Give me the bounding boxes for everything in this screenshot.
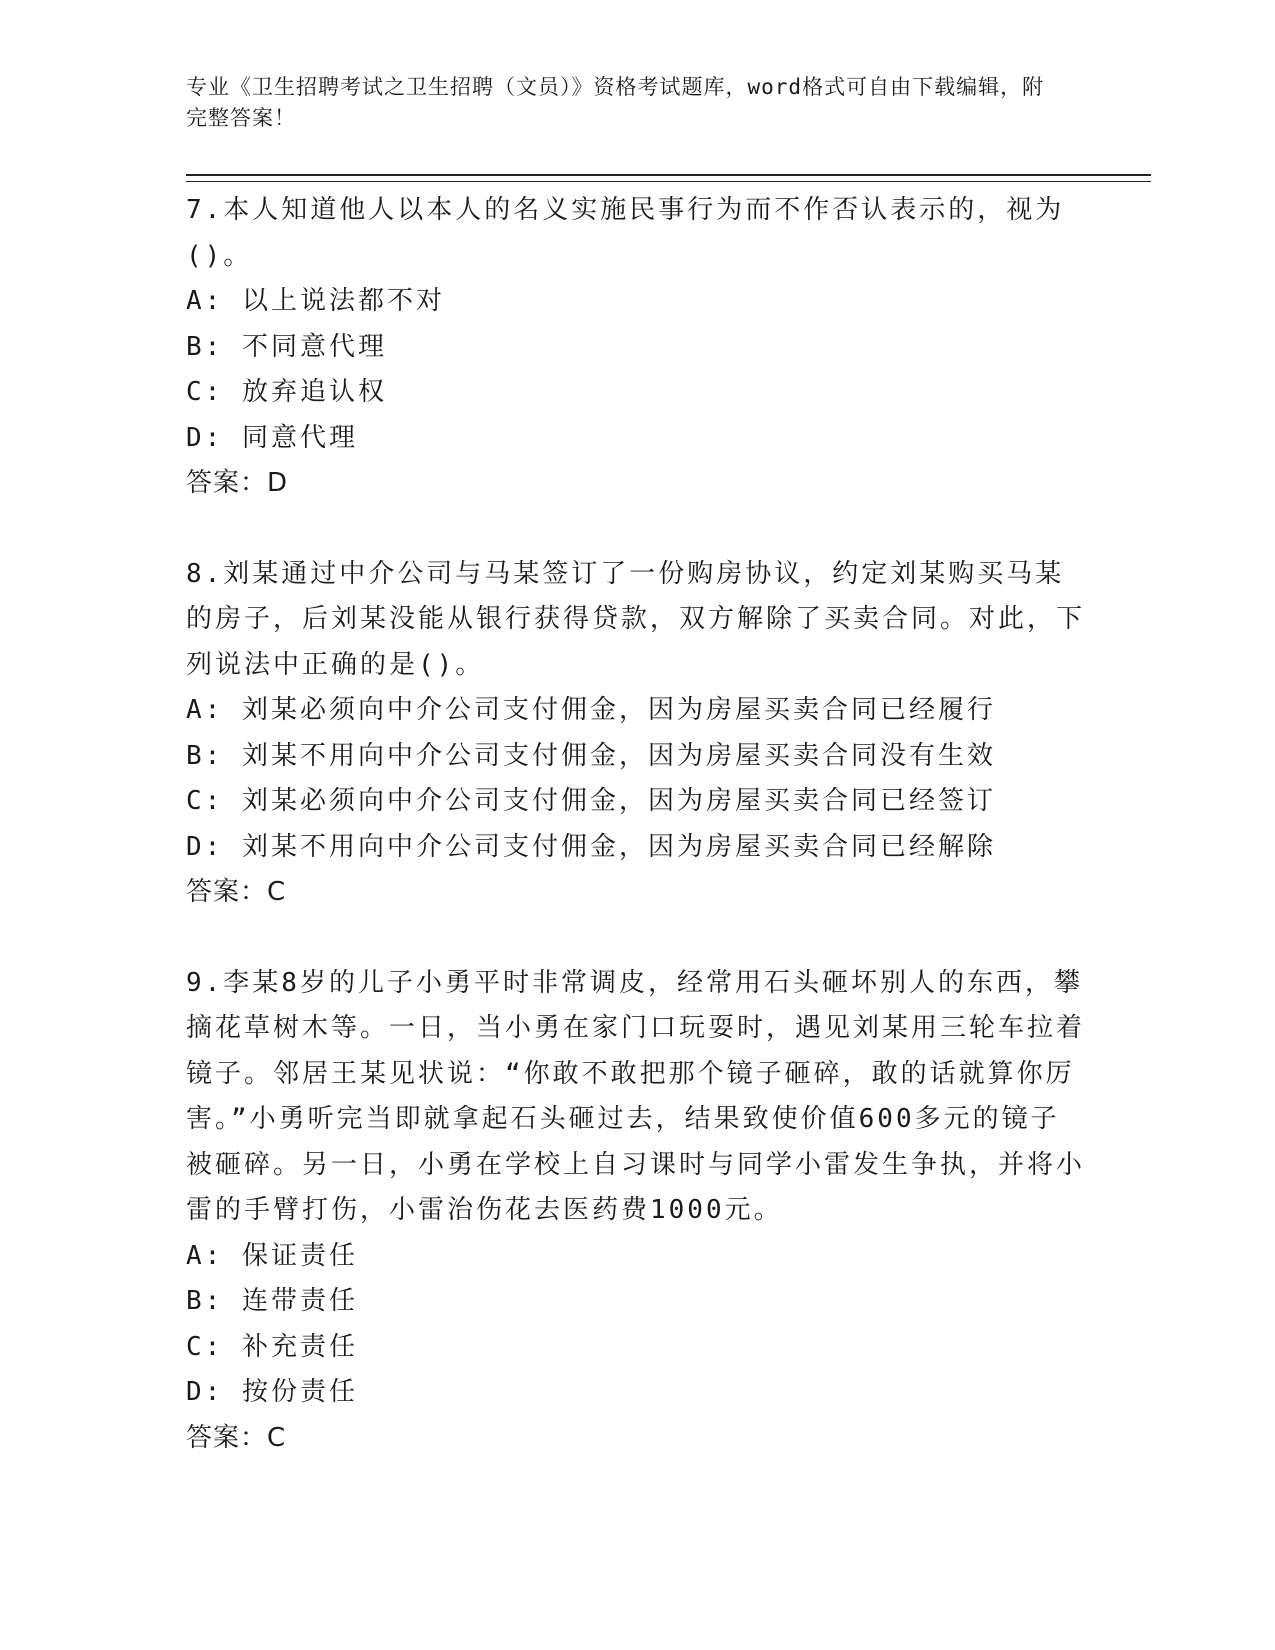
option-b: B: 刘某不用向中介公司支付佣金，因为房屋买卖合同没有生效	[186, 740, 996, 771]
option-c: C: 放弃追认权	[186, 377, 387, 407]
question-stem: 9.李某8岁的儿子小勇平时非常调皮，经常用石头砸坏别人的东西，攀摘花草树木等。一日，当小勇在家门口玩耍时，遇见刘某用三轮车拉着镜子。邻居王某见状说：“你敢不敢把那个镜子砸碎，敢的话就算你厉害。”小勇听完当即就拿起石头砸过去，结果致使价值600多元的镜子被砸碎。另一日，小勇在学校上自习课时与同学小雷发生争执，并将小雷的手臂打伤，小雷治伤花去医药费1000元。	[186, 967, 1086, 1225]
question-9	[186, 961, 1086, 1462]
question-stem: 8.刘某通过中介公司与马某签订了一份购房协议，约定刘某购买马某的房子，后刘某没能从银行获得贷款，双方解除了买卖合同。对此，下列说法中正确的是()。	[186, 558, 1086, 680]
option-c: C: 补充责任	[186, 1331, 358, 1362]
question-list	[186, 188, 1086, 1506]
option-d: D: 刘某不用向中介公司支付佣金，因为房屋买卖合同已经解除	[186, 831, 996, 862]
question-stem: 7.本人知道他人以本人的名义实施民事行为而不作否认表示的，视为()。	[186, 195, 1065, 271]
option-b: B: 连带责任	[186, 1286, 358, 1316]
option-d: D: 同意代理	[186, 422, 358, 453]
question-7	[186, 188, 1086, 507]
question-8	[186, 552, 1086, 916]
header-divider-thin	[186, 181, 1151, 182]
document-header: 专业《卫生招聘考试之卫生招聘（文员）》资格考试题库，word格式可自由下载编辑，附完整答案！	[186, 75, 1045, 130]
answer-line: 答案：C	[186, 877, 287, 907]
option-a: A: 刘某必须向中介公司支付佣金，因为房屋买卖合同已经履行	[186, 695, 996, 725]
answer-line: 答案：C	[186, 1422, 287, 1453]
option-d: D: 按份责任	[186, 1377, 358, 1407]
option-a: A: 以上说法都不对	[186, 286, 445, 316]
option-a: A: 保证责任	[186, 1240, 358, 1271]
header-divider-thick	[186, 174, 1151, 176]
option-b: B: 不同意代理	[186, 331, 387, 362]
option-c: C: 刘某必须向中介公司支付佣金，因为房屋买卖合同已经签订	[186, 786, 996, 816]
answer-line: 答案：D	[186, 468, 289, 498]
